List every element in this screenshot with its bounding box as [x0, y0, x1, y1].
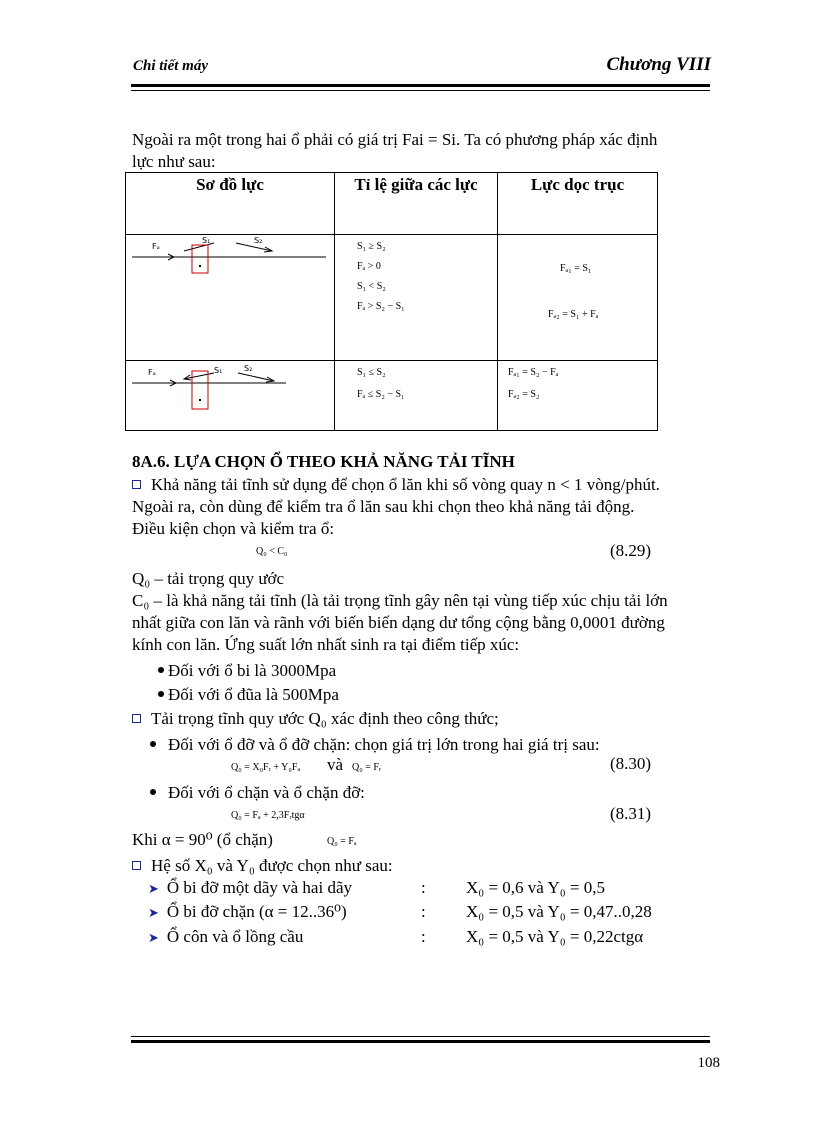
diagram-1-s2-label: S₂ [254, 236, 263, 245]
axial-2-a: Fₐ₁ = S₂ − Fₐ [508, 367, 559, 378]
q0-definition: Q₀ – tải trọng quy ước [132, 569, 285, 588]
coef-row-2-colon: : [421, 902, 426, 921]
square-bullet-icon [132, 714, 141, 723]
diagram-1-s1-label: S₁ [202, 236, 211, 245]
thrust-text: Đối với ổ chặn và ổ chặn đỡ: [168, 783, 365, 802]
square-bullet-icon [132, 480, 141, 489]
equation-khi: Q₀ = Fₐ [327, 836, 357, 847]
ratio-2-b: Fₐ ≤ S₂ − S₁ [357, 389, 405, 400]
coef-row-1 [148, 877, 352, 899]
intro-line-1: Ngoài ra một trong hai ổ phải có giá trị Fai = Si. Ta có phương pháp xác định [132, 130, 658, 149]
body-line-2: Ngoài ra, còn dùng để kiểm tra ổ lăn sau khi chọn theo khả năng tải động. [132, 497, 635, 516]
footer-rule-thin [131, 1036, 710, 1037]
ratio-1-d: Fₐ > S₂ − S₁ [357, 301, 405, 312]
coef-row-2-label: Ổ bi đỡ chặn (α = 12..36⁰) [166, 902, 347, 921]
bullet-radial [150, 734, 600, 755]
header-chapter-number: Chương VIII [606, 54, 711, 75]
coef-row-3 [148, 926, 303, 948]
coef-row-1-value: X₀ = 0,6 và Y₀ = 0,5 [466, 878, 605, 897]
axial-1-a: Fₐ₁ = S₁ [560, 263, 592, 274]
bullet-thrust [150, 782, 365, 803]
ratio-2-a: S₁ ≤ S₂ [357, 367, 386, 378]
bullet-dot-icon [150, 789, 156, 795]
bullet-ball-bearing [158, 660, 336, 681]
diagram-1-fa-label: Fₐ [152, 242, 160, 251]
diagram-cell-2 [126, 361, 335, 431]
equation-8-31-number: (8.31) [610, 804, 652, 823]
arrow-bullet-icon: ➤ [148, 930, 159, 945]
table-header-axial: Lực dọc trục [498, 173, 658, 235]
header-rule-thick [131, 84, 710, 87]
axial-cell-2 [498, 361, 658, 431]
intro-line-2: lực như sau: [132, 152, 216, 171]
equation-8-30a: Q₀ = X₀Fᵣ + Y₀Fₐ [231, 762, 301, 773]
para-static-capacity [132, 474, 660, 495]
para-coefficients [132, 855, 393, 876]
static-load-text: Tải trọng tĩnh quy ước Q₀ xác định theo công thức; [151, 709, 499, 728]
coef-row-2-value: X₀ = 0,5 và Y₀ = 0,47..0,28 [466, 902, 652, 921]
diagram-2-s1-label: S₁ [214, 366, 223, 375]
diagram-2-s2-label: S₂ [244, 364, 253, 373]
axial-cell-1 [498, 235, 658, 361]
equation-8-29: Q₀ < C₀ [256, 546, 288, 557]
square-bullet-icon [132, 861, 141, 870]
khi-text: Khi α = 90⁰ (ổ chặn) [132, 830, 273, 849]
c0-definition-2: nhất giữa con lăn và rãnh với biến biến dạng dư tổng cộng bằng 0,0001 đường [132, 613, 665, 632]
equation-8-29-number: (8.29) [610, 541, 652, 560]
c0-definition-1: C₀ – là khả năng tải tĩnh (là tải trọng tĩnh gây nên tại vùng tiếp xúc chịu tải lớn [132, 591, 668, 610]
coef-row-1-colon: : [421, 878, 426, 897]
coef-row-2 [148, 901, 347, 923]
bullet-dot-icon [158, 691, 164, 697]
ratio-1-b: Fₐ > 0 [357, 261, 381, 272]
table-header-ratio: Tỉ lệ giữa các lực [335, 173, 498, 235]
coef-row-3-value: X₀ = 0,5 và Y₀ = 0,22ctgα [466, 927, 644, 946]
bullet-ball-text: Đối với ổ bi là 3000Mpa [168, 661, 337, 680]
bullet-roller-text: Đối với ổ đũa là 500Mpa [168, 685, 339, 704]
ratio-cell-1 [335, 235, 498, 361]
equation-8-30b: Q₀ = Fᵣ [352, 762, 382, 773]
equation-8-31: Q₀ = Fₐ + 2,3Fᵣtgα [231, 810, 305, 821]
coef-intro-text: Hệ số X₀ và Y₀ được chọn như sau: [151, 856, 393, 875]
coef-row-1-label: Ổ bi đỡ một dãy và hai dãy [166, 878, 352, 897]
header-chapter-subject: Chi tiết máy [133, 58, 208, 74]
force-diagram-1 [126, 235, 334, 355]
ratio-cell-2 [335, 361, 498, 431]
coef-row-3-label: Ổ côn và ổ lồng cầu [166, 927, 304, 946]
arrow-bullet-icon: ➤ [148, 881, 159, 896]
ratio-1-a: S₁ ≥ S₂ [357, 241, 386, 252]
body-line-1: Khả năng tải tĩnh sử dụng để chọn ổ lăn khi số vòng quay n < 1 vòng/phút. [151, 475, 660, 494]
axial-2-b: Fₐ₂ = S₂ [508, 389, 540, 400]
diagram-cell-1 [126, 235, 335, 361]
c0-definition-3: kính con lăn. Ứng suất lớn nhất sinh ra tại điểm tiếp xúc: [132, 635, 520, 654]
bullet-roller-bearing [158, 684, 339, 705]
axial-1-b: Fₐ₂ = S₁ + Fₐ [548, 309, 599, 320]
section-title: 8A.6. LỰA CHỌN Ổ THEO KHẢ NĂNG TẢI TĨNH [132, 452, 515, 471]
table-header-diagram: Sơ đồ lực [126, 173, 335, 235]
bullet-dot-icon [150, 741, 156, 747]
equation-8-30-and: và [327, 755, 344, 774]
footer-rule-thick [131, 1040, 710, 1043]
arrow-bullet-icon: ➤ [148, 905, 159, 920]
force-diagram-2 [126, 361, 334, 425]
bullet-dot-icon [158, 667, 164, 673]
force-table [125, 172, 658, 431]
ratio-1-c: S₁ < S₂ [357, 281, 386, 292]
body-line-3: Điều kiện chọn và kiểm tra ổ: [132, 519, 335, 538]
page-number: 108 [697, 1055, 720, 1071]
equation-8-30-number: (8.30) [610, 754, 652, 773]
para-static-load [132, 708, 499, 729]
radial-text: Đối với ổ đỡ và ổ đỡ chặn: chọn giá trị lớn trong hai giá trị sau: [168, 735, 600, 754]
coef-row-3-colon: : [421, 927, 426, 946]
header-rule-thin [131, 90, 710, 91]
diagram-2-fa-label: Fₐ [148, 368, 156, 377]
